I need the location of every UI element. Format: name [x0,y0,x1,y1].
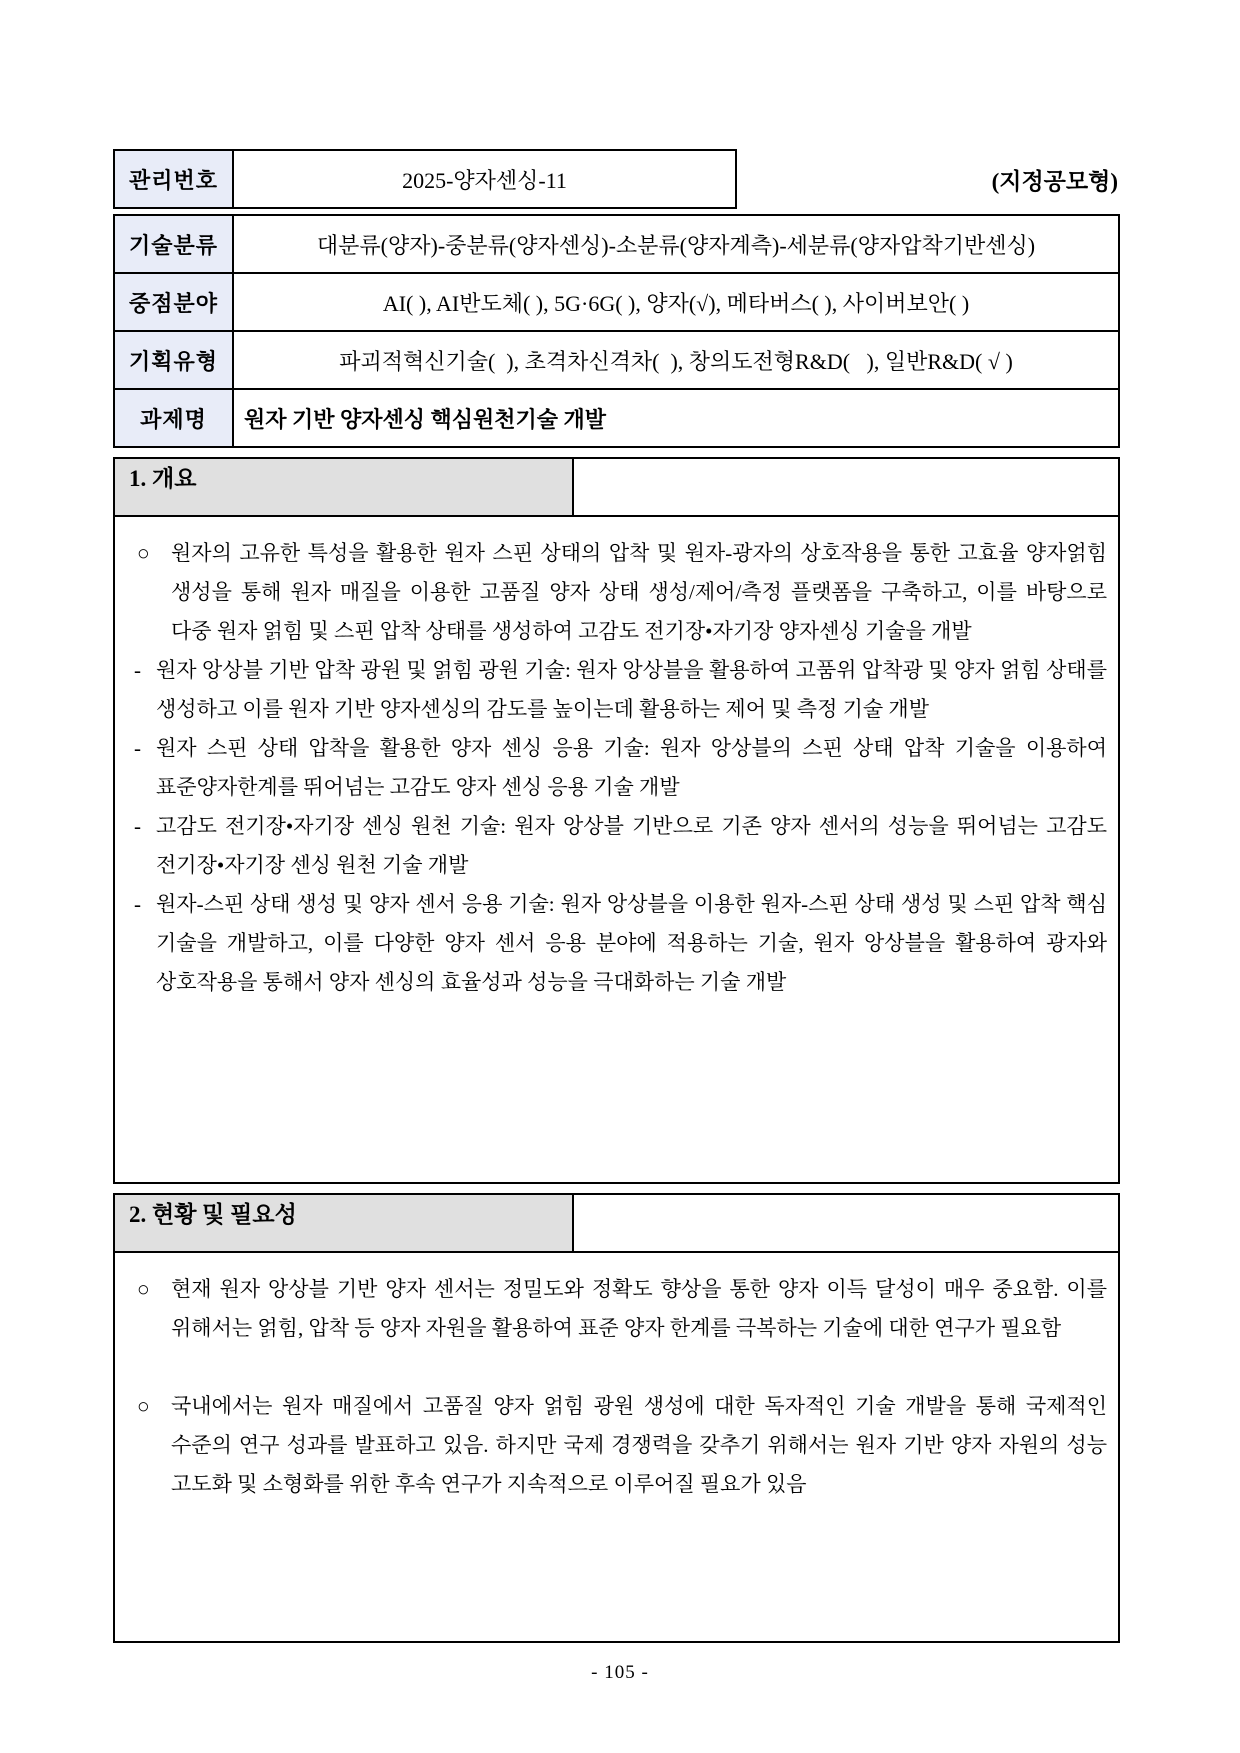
status-item-text: 현재 원자 앙상블 기반 양자 센서는 정밀도와 정확도 향상을 통한 양자 이득 달성이 매우 중요함. 이를 위해서는 얽힘, 압착 등 양자 자원을 활용하여 표준 양자 한계를 극복하는 기술에 대한 연구가 필요함 [171,1277,1107,1340]
dash-bullet: - [134,892,141,916]
management-number-row [113,149,1120,209]
section-overview-title: 1. 개요 [114,458,573,516]
section-header-row [114,458,1119,516]
section-header-row [114,1194,1119,1252]
overview-item [116,729,1107,807]
dash-bullet: - [134,814,141,838]
overview-item-text: 고감도 전기장•자기장 센싱 원천 기술: 원자 앙상블 기반으로 기존 양자 센서의 성능을 뛰어넘는 고감도 전기장•자기장 센싱 원천 기술 개발 [156,814,1107,877]
overview-item-text: 원자의 고유한 특성을 활용한 원자 스핀 상태의 압착 및 원자-광자의 상호작용을 통한 고효율 양자얽힘 생성을 통해 원자 매질을 이용한 고품질 양자 상태 생성/제어/측정 플랫폼을 구축하고, 이를 바탕으로 다중 원자 얽힘 및 스핀 압착 상태를 생성하여 고감도 전기장•자기장 양자센싱 기술을 개발 [171,541,1107,643]
table-row [114,150,736,208]
tech-classification-label: 기술분류 [114,215,233,273]
section-overview [113,457,1120,1184]
management-number-label: 관리번호 [114,150,233,208]
circle-bullet: ○ [137,1394,150,1418]
overview-item [116,651,1107,729]
overview-item [116,534,1107,651]
focus-area-value: AI( ), AI반도체( ), 5G·6G( ), 양자(√), 메타버스( ), 사이버보안( ) [233,273,1119,331]
planning-type-value: 파괴적혁신기술( ), 초격차신격차( ), 창의도전형R&D( ), 일반R&D( √ ) [233,331,1119,389]
table-row [114,273,1119,331]
section-body-row [114,516,1119,1183]
section-overview-body [116,518,1117,1181]
dash-bullet: - [134,658,141,682]
status-item [116,1387,1107,1504]
designated-call-type-note: (지정공모형) [991,168,1118,194]
circle-bullet: ○ [137,1277,150,1301]
section-header-spacer [573,1194,1119,1252]
section-status-body-cell [114,1252,1119,1642]
dash-bullet: - [134,736,141,760]
status-item [116,1270,1107,1348]
section-status-necessity [113,1193,1120,1643]
table-row [114,331,1119,389]
section-overview-body-cell [114,516,1119,1183]
management-number-table [113,149,737,209]
project-title-value: 원자 기반 양자센싱 핵심원천기술 개발 [233,389,1119,447]
project-title-label: 과제명 [114,389,233,447]
management-number-value: 2025-양자센싱-11 [233,150,736,208]
circle-bullet: ○ [137,541,150,565]
document-content [113,149,1120,1643]
page-number: - 105 - [591,1662,649,1683]
section-header-spacer [573,458,1119,516]
planning-type-label: 기획유형 [114,331,233,389]
overview-item [116,885,1107,1002]
project-meta-table [113,214,1120,448]
status-item-text: 국내에서는 원자 매질에서 고품질 양자 얽힘 광원 생성에 대한 독자적인 기술 개발을 통해 국제적인 수준의 연구 성과를 발표하고 있음. 하지만 국제 경쟁력을 갖추기 위해서는 원자 기반 양자 자원의 성능 고도화 및 소형화를 위한 후속 연구가 지속적으로 이루어질 필요가 있음 [171,1394,1107,1496]
overview-item-text: 원자 스핀 상태 압착을 활용한 양자 센싱 응용 기술: 원자 앙상블의 스핀 상태 압착 기술을 이용하여 표준양자한계를 뛰어넘는 고감도 양자 센싱 응용 기술 개발 [156,736,1107,799]
table-row [114,389,1119,447]
table-row [114,215,1119,273]
tech-classification-value: 대분류(양자)-중분류(양자센싱)-소분류(양자계측)-세분류(양자압착기반센싱) [233,215,1119,273]
section-status-body [116,1254,1117,1640]
overview-item-text: 원자-스핀 상태 생성 및 양자 센서 응용 기술: 원자 앙상블을 이용한 원자-스핀 상태 생성 및 스핀 압착 핵심 기술을 개발하고, 이를 다양한 양자 센서 응용 분야에 적용하는 기술, 원자 앙상블을 활용하여 광자와 상호작용을 통해서 양자 센싱의 효율성과 성능을 극대화하는 기술 개발 [156,892,1107,994]
section-status-title: 2. 현황 및 필요성 [114,1194,573,1252]
overview-item-text: 원자 앙상블 기반 압착 광원 및 얽힘 광원 기술: 원자 앙상블을 활용하여 고품위 압착광 및 양자 얽힘 상태를 생성하고 이를 원자 기반 양자센싱의 감도를 높이는데 활용하는 제어 및 측정 기술 개발 [156,658,1107,721]
focus-area-label: 중점분야 [114,273,233,331]
overview-item [116,807,1107,885]
section-body-row [114,1252,1119,1642]
